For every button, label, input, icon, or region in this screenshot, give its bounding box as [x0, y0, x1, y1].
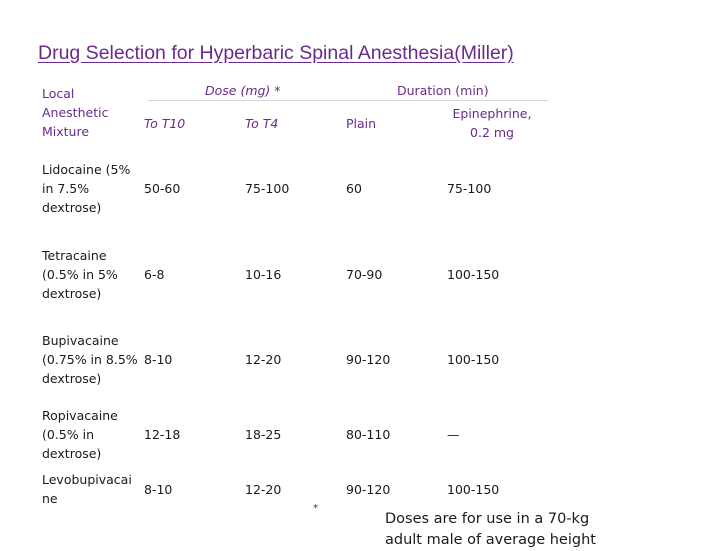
dose-to-t10: 6-8	[144, 267, 165, 282]
header-to-t4: To T4	[245, 116, 279, 131]
duration-plain: 80-110	[346, 427, 391, 442]
header-mixture	[42, 84, 108, 141]
duration-plain: 70-90	[346, 267, 383, 282]
duration-epinephrine: 100-150	[447, 352, 500, 367]
drug-name-line: Tetracaine	[42, 248, 107, 263]
header-mixture-line: Local	[42, 86, 75, 101]
drug-name-line: dextrose)	[42, 286, 102, 301]
header-duration-group: Duration (min)	[397, 83, 489, 98]
duration-epinephrine: 100-150	[447, 482, 500, 497]
duration-epinephrine: —	[447, 427, 460, 442]
header-epinephrine	[432, 104, 552, 142]
drug-name-line: Levobupivacai	[42, 472, 132, 487]
dose-to-t4: 75-100	[245, 181, 290, 196]
dose-to-t10: 8-10	[144, 482, 173, 497]
footnote-line: adult male of average height	[385, 532, 596, 548]
drug-name-line: Bupivacaine	[42, 333, 119, 348]
drug-name	[42, 246, 118, 303]
dose-to-t10: 8-10	[144, 352, 173, 367]
drug-name-line: dextrose)	[42, 371, 102, 386]
drug-name-line: Ropivacaine	[42, 408, 118, 423]
dose-to-t4: 10-16	[245, 267, 282, 282]
drug-name-line: dextrose)	[42, 446, 102, 461]
header-rule	[148, 100, 548, 101]
drug-name	[42, 160, 130, 217]
header-mixture-line: Anesthetic	[42, 105, 109, 120]
drug-name	[42, 470, 132, 508]
drug-name	[42, 406, 118, 463]
drug-name-line: dextrose)	[42, 200, 102, 215]
dose-to-t4: 12-20	[245, 352, 282, 367]
footnote	[385, 509, 596, 551]
footnote-line: Doses are for use in a 70-kg	[385, 511, 590, 527]
dose-to-t10: 12-18	[144, 427, 181, 442]
header-mixture-line: Mixture	[42, 124, 90, 139]
drug-name-line: (0.5% in 5%	[42, 267, 118, 282]
duration-plain: 60	[346, 181, 362, 196]
dose-to-t4: 18-25	[245, 427, 282, 442]
header-dose-group: Dose (mg) *	[205, 83, 281, 98]
header-plain: Plain	[346, 116, 377, 131]
drug-name	[42, 331, 138, 388]
drug-name-line: (0.75% in 8.5%	[42, 352, 138, 367]
page-title: Drug Selection for Hyperbaric Spinal Anesthesia(Miller)	[38, 42, 514, 64]
header-to-t10: To T10	[144, 116, 186, 131]
drug-name-line: in 7.5%	[42, 181, 90, 196]
duration-plain: 90-120	[346, 352, 391, 367]
duration-plain: 90-120	[346, 482, 391, 497]
drug-name-line: (0.5% in	[42, 427, 95, 442]
duration-epinephrine: 100-150	[447, 267, 500, 282]
header-epinephrine-line: Epinephrine,	[452, 106, 532, 121]
drug-name-line: ne	[42, 491, 58, 506]
drug-name-line: Lidocaine (5%	[42, 162, 131, 177]
dose-to-t10: 50-60	[144, 181, 181, 196]
duration-epinephrine: 75-100	[447, 181, 492, 196]
dose-to-t4: 12-20	[245, 482, 282, 497]
header-epinephrine-line: 0.2 mg	[470, 125, 514, 140]
footnote-marker: *	[313, 503, 318, 514]
